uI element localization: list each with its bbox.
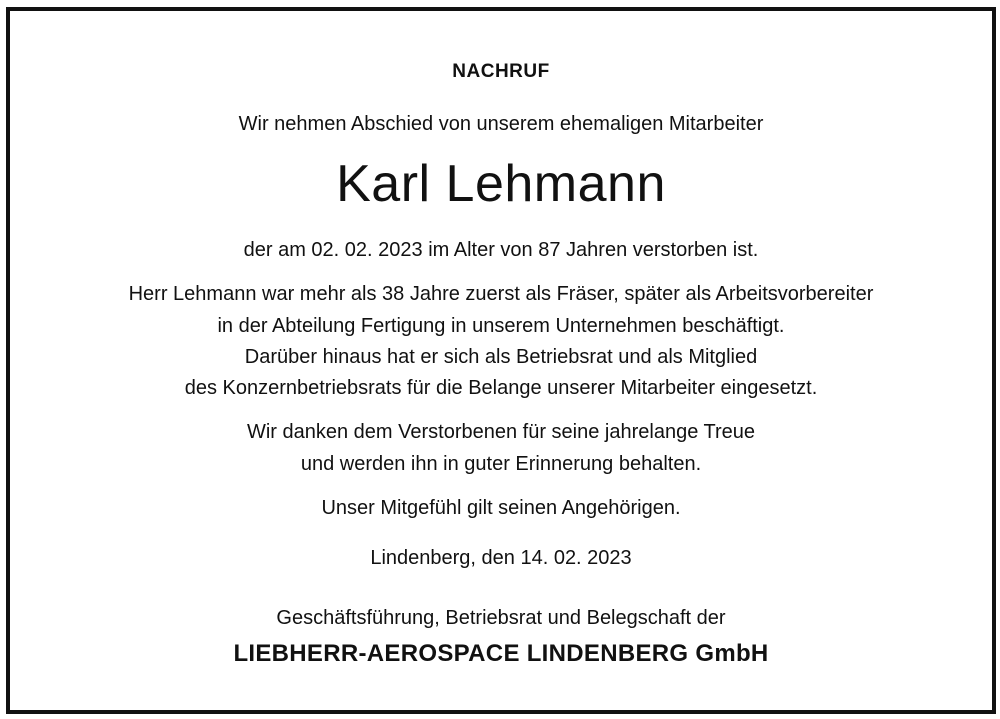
- death-date-line: der am 02. 02. 2023 im Alter von 87 Jahren verstorben ist.: [243, 239, 759, 261]
- obituary-frame: [6, 7, 996, 714]
- signatories-text: Geschäftsführung, Betriebsrat und Belegschaft der: [276, 607, 726, 629]
- intro-text: Wir nehmen Abschied von unserem ehemaligen Mitarbeiter: [238, 113, 764, 135]
- biography-line: in der Abteilung Fertigung in unserem Unternehmen beschäftigt.: [217, 315, 785, 337]
- thanks-line: und werden ihn in guter Erinnerung behalten.: [300, 453, 702, 475]
- thanks-line: Wir danken dem Verstorbenen für seine jahrelange Treue: [246, 421, 756, 443]
- biography-line: Darüber hinaus hat er sich als Betriebsrat und als Mitglied: [244, 346, 758, 368]
- place-date: Lindenberg, den 14. 02. 2023: [370, 547, 632, 569]
- biography-line: Herr Lehmann war mehr als 38 Jahre zuerst als Fräser, später als Arbeitsvorbereiter: [128, 283, 874, 305]
- condolence-text: Unser Mitgefühl gilt seinen Angehörigen.: [321, 497, 681, 519]
- notice-heading: NACHRUF: [452, 61, 550, 82]
- biography-line: des Konzernbetriebsrats für die Belange unserer Mitarbeiter eingesetzt.: [184, 377, 818, 399]
- deceased-name: Karl Lehmann: [336, 155, 666, 213]
- company-name: LIEBHERR-AEROSPACE LINDENBERG GmbH: [233, 640, 769, 667]
